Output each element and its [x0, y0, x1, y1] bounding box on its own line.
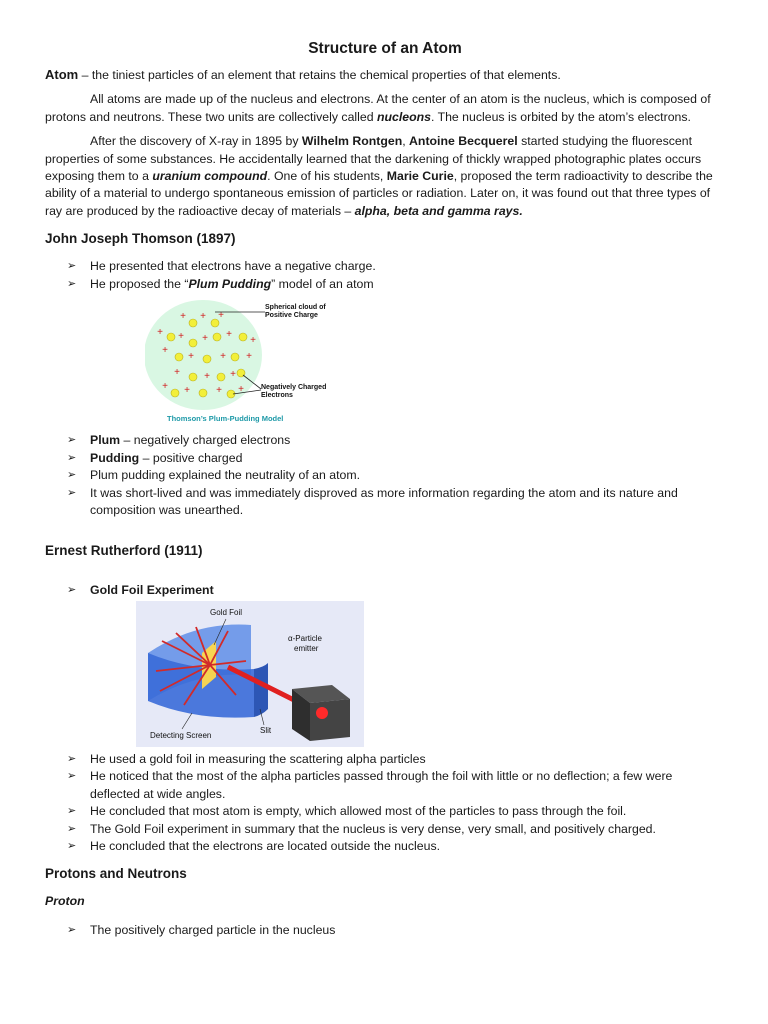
rutherford-b4: The Gold Foil experiment in summary that the nucleus is very dense, very small, and positively charged.: [90, 821, 656, 836]
list-item: [45, 450, 725, 467]
rutherford-b2: He noticed that the most of the alpha particles passed through the foil with little or no deflection; a few were deflected at wide angles.: [90, 769, 673, 801]
svg-text:+: +: [162, 345, 168, 357]
p2-c: ,: [402, 134, 410, 149]
spacer: [45, 520, 725, 532]
thomson-pudding: Pudding: [90, 450, 140, 465]
arrow-bullet-icon: ➢: [67, 260, 77, 273]
label-cloud-b: Positive Charge: [265, 312, 318, 320]
list-item: [45, 838, 725, 855]
thomson-b4b: – positive charged: [139, 450, 243, 465]
screen-edge: [254, 663, 268, 717]
svg-text:+: +: [226, 329, 232, 341]
label-cloud-a: Spherical cloud of: [265, 304, 326, 312]
svg-text:+: +: [178, 331, 184, 343]
document-page: [45, 38, 725, 940]
svg-text:+: +: [230, 369, 236, 381]
p2-a: After the discovery of X-ray in 1895 by: [90, 134, 302, 149]
list-item: [45, 768, 725, 803]
proton-b1: The positively charged particle in the nucleus: [90, 923, 336, 938]
thomson-plum: Plum: [90, 433, 121, 448]
proton-list: [45, 922, 725, 939]
list-item: [45, 276, 725, 293]
atom-term: Atom: [45, 67, 79, 82]
thomson-list-b: [45, 432, 725, 519]
plum-pudding-figure: [145, 297, 445, 425]
svg-text:+: +: [174, 367, 180, 379]
p2-rontgen: Wilhelm Rontgen: [301, 134, 403, 149]
gold-foil-experiment: Gold Foil Experiment: [90, 582, 214, 597]
label-emitter-a: α-Particle: [288, 633, 322, 643]
p1-text-a: All atoms are made up of the nucleus and electrons. At the center of an atom is the nucleus, which is composed of protons and neutrons. These two units are collectively called: [45, 92, 711, 124]
rutherford-exp-list: [45, 582, 725, 599]
arrow-bullet-icon: ➢: [67, 434, 77, 447]
svg-text:+: +: [250, 335, 256, 347]
svg-text:+: +: [157, 327, 163, 339]
label-electrons-b: Electrons: [261, 392, 293, 400]
svg-text:+: +: [218, 310, 224, 322]
svg-text:+: +: [238, 384, 244, 396]
thomson-b3b: – negatively charged electrons: [120, 433, 291, 448]
rutherford-list: [45, 751, 725, 855]
arrow-bullet-icon: ➢: [67, 277, 77, 290]
thomson-b6: It was short-lived and was immediately disproved as more information regarding the atom and its nature and composition was unearthed.: [90, 485, 678, 518]
rutherford-b1: He used a gold foil in measuring the scattering alpha particles: [90, 751, 426, 766]
p2-becquerel: Antoine Becquerel: [409, 134, 518, 149]
atom-definition: [45, 66, 725, 84]
gold-foil-figure: [136, 601, 364, 747]
figure-caption: Thomson’s Plum-Pudding Model: [167, 414, 284, 424]
list-item: [45, 582, 725, 599]
arrow-bullet-icon: ➢: [67, 839, 77, 852]
rutherford-heading: Ernest Rutherford (1911): [45, 542, 203, 558]
p1-text-c: . The nucleus is orbited by the atom’s electrons.: [430, 109, 691, 124]
thomson-b1: He presented that electrons have a negative charge.: [90, 259, 376, 274]
spacer: [45, 570, 725, 582]
list-item: [45, 922, 725, 939]
label-gold-foil: Gold Foil: [210, 607, 243, 617]
thomson-heading: John Joseph Thomson (1897): [45, 231, 236, 247]
arrow-bullet-icon: ➢: [67, 822, 77, 835]
proton-subheading: Proton: [45, 894, 85, 909]
rutherford-b5: He concluded that the electrons are located outside the nucleus.: [90, 838, 441, 853]
svg-text:+: +: [162, 381, 168, 393]
thomson-list-a: [45, 258, 725, 293]
list-item: [45, 803, 725, 820]
p2-rays: alpha, beta and gamma rays.: [354, 203, 523, 218]
list-item: [45, 432, 725, 449]
rutherford-b3: He concluded that most atom is empty, which allowed most of the particles to pass through the foil.: [90, 804, 627, 819]
arrow-bullet-icon: ➢: [67, 924, 77, 937]
list-item: [45, 751, 725, 768]
svg-text:+: +: [184, 385, 190, 397]
label-electrons-a: Negatively Charged: [261, 384, 327, 392]
arrow-bullet-icon: ➢: [67, 451, 77, 464]
p2-i: , proposed the term radioactivity to describe the ability of a material to undergo spontaneous emission of particles or radiation. Later on, it was found out that three types of ray are produced by the radioactive decay of materials –: [45, 169, 713, 218]
arrow-bullet-icon: ➢: [67, 486, 77, 499]
svg-text:+: +: [202, 333, 208, 345]
list-item: [45, 485, 725, 520]
emitter-front: [310, 699, 350, 741]
atom-definition-text: – the tiniest particles of an element that retains the chemical properties of that elements.: [78, 68, 561, 82]
paragraph-nucleus: [45, 91, 725, 126]
list-item: [45, 258, 725, 275]
p2-curie: Marie Curie: [386, 169, 454, 184]
arrow-bullet-icon: ➢: [67, 752, 77, 765]
arrow-bullet-icon: ➢: [67, 583, 77, 596]
thomson-plum-pudding: Plum Pudding: [188, 276, 272, 291]
svg-text:+: +: [216, 385, 222, 397]
label-slit: Slit: [260, 725, 272, 735]
list-item: [45, 467, 725, 484]
paragraph-radioactivity: [45, 133, 725, 220]
arrow-bullet-icon: ➢: [67, 805, 77, 818]
p2-uranium: uranium compound: [152, 169, 268, 184]
svg-text:+: +: [246, 351, 252, 363]
thomson-b2c: ” model of an atom: [271, 276, 374, 291]
p2-e: started studying the fluorescent properties of some substances. He accidentally learned that the darkening of thickly wrapped photographic plates occurs exposing them to a: [45, 134, 702, 184]
svg-text:+: +: [188, 351, 194, 363]
svg-text:+: +: [180, 311, 186, 323]
label-emitter-b: emitter: [294, 643, 319, 653]
protons-heading: Protons and Neutrons: [45, 866, 187, 882]
list-item: [45, 821, 725, 838]
thomson-b2a: He proposed the “: [90, 276, 189, 291]
svg-text:+: +: [200, 311, 206, 323]
arrow-bullet-icon: ➢: [67, 469, 77, 482]
p2-g: . One of his students,: [267, 169, 387, 184]
svg-text:+: +: [220, 351, 226, 363]
label-detecting-screen: Detecting Screen: [150, 730, 212, 740]
p1-nucleons: nucleons: [376, 109, 431, 124]
page-title: Structure of an Atom: [308, 40, 462, 57]
arrow-bullet-icon: ➢: [67, 770, 77, 783]
emitter-source: [316, 707, 328, 719]
svg-text:+: +: [204, 371, 210, 383]
thomson-b5: Plum pudding explained the neutrality of an atom.: [90, 468, 361, 483]
